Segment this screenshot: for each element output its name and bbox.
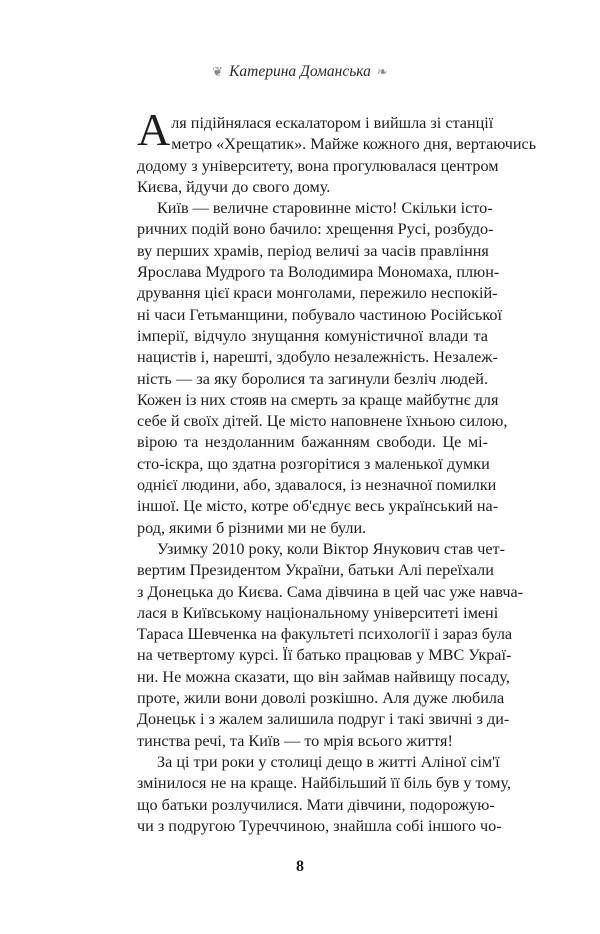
text-line: проте, жили вони доволі розкішно. Аля дуже любила xyxy=(137,689,505,708)
text-line: Узимку 2010 року, коли Віктор Янукович став чет- xyxy=(157,539,505,558)
text-line: змінилося не на краще. Найбільший її біль був у тому, xyxy=(137,774,511,793)
text-line: з Донецька до Києва. Сама дівчина в цей час уже навча- xyxy=(137,582,524,601)
text-line: себе й своїх дітей. Це місто наповнене їхньою силою, xyxy=(137,412,508,431)
text-line: додому з університету, вона прогулювалася центром xyxy=(137,156,499,175)
text-line: метро «Хрещатик». Майже кожного дня, вертаючись xyxy=(171,135,537,154)
text-line: Ярослава Мудрого та Володимира Мономаха, плюн- xyxy=(137,263,500,282)
text-line: Києва, йдучи до свого дому. xyxy=(137,177,331,196)
text-line: Кожен із них стояв на смерть за краще майбутнє для xyxy=(137,390,499,409)
text-line: сто-іскра, що здатна розгорітися з маленької думки xyxy=(137,454,490,473)
author-name: Катерина Доманська xyxy=(229,63,371,80)
ornament-right-icon: ❧ xyxy=(376,64,388,79)
text-line: на четвертому курсі. Її батько працював у МВС Украї- xyxy=(137,646,512,665)
text-line: вірою та нездоланним бажанням свободи. Це мі- xyxy=(137,433,488,452)
ornament-left-icon: ❦ xyxy=(212,64,224,79)
text-line: ричних подій воно бачило: хрещення Русі, розбудо- xyxy=(137,220,494,239)
running-header xyxy=(0,63,600,81)
page-number: 8 xyxy=(296,858,304,875)
text-line: ні часи Гетьманщини, побувало частиною Російської xyxy=(137,305,502,324)
text-line: нацистів і, нарешті, здобуло незалежність. Незалеж- xyxy=(137,348,498,367)
text-line: За ці три роки у столиці дещо в житті Аліної сім'ї xyxy=(157,752,500,771)
text-line: імперії, відчуло знущання комуністичної влади та xyxy=(137,326,488,345)
text-line: дрування цієї краси монголами, пережило неспокій- xyxy=(137,284,498,303)
text-line: ву перших храмів, період величі за часів правління xyxy=(137,241,489,260)
text-line: ля підійнялася ескалатором і вийшла зі станції xyxy=(171,114,494,132)
text-line: Донецьк і з жалем залишила подруг і такі звичні з ди- xyxy=(137,710,510,729)
text-line: однієї людини, або, здавалося, із незначної помилки xyxy=(137,476,497,495)
text-line: чи з подругою Туреччиною, знайшла собі іншого чо- xyxy=(137,816,502,835)
text-line: род, якими б різними ми не були. xyxy=(137,518,367,537)
text-line: тинства речі, та Київ — то мрія всього життя! xyxy=(137,731,453,750)
text-line: іншої. Це місто, котре об'єднує весь український на- xyxy=(137,497,499,516)
text-line: вертим Президентом України, батьки Алі переїхали xyxy=(137,561,494,580)
body-text xyxy=(137,104,537,837)
text-line: Київ — величне старовинне місто! Скільки істо- xyxy=(157,199,493,218)
drop-cap: А xyxy=(137,104,171,155)
text-line: ни. Не можна сказати, що він займав найвищу посаду, xyxy=(137,667,510,686)
text-line: ність — за яку боролися та загинули безліч людей. xyxy=(137,369,488,388)
text-line: що батьки розлучилися. Мати дівчини, подорожую- xyxy=(137,795,495,814)
text-line: Тараса Шевченка на факультеті психології і зараз була xyxy=(137,625,513,644)
text-line: лася в Київському національному університеті імені xyxy=(137,603,499,622)
